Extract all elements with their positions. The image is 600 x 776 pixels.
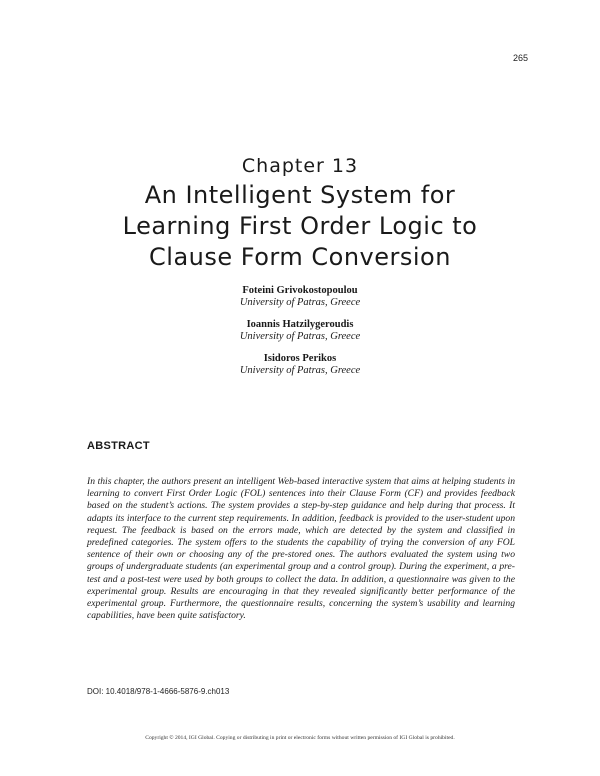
author-name: Ioannis Hatzilygeroudis bbox=[246, 319, 354, 330]
copyright-notice: Copyright © 2014, IGI Global. Copying or distributing in print or electronic forms without written permission of IGI Global is prohibited. bbox=[145, 735, 455, 741]
title-line-3: Clause Form Conversion bbox=[149, 243, 451, 271]
author-block bbox=[0, 285, 600, 309]
author-name: Isidoros Perikos bbox=[263, 353, 337, 364]
chapter-title bbox=[90, 180, 510, 273]
author-affiliation: University of Patras, Greece bbox=[239, 365, 361, 376]
author-affiliation: University of Patras, Greece bbox=[239, 331, 361, 342]
author-block bbox=[0, 319, 600, 343]
abstract-text: In this chapter, the authors present an intelligent Web-based interactive system that aims at helping students in learning to convert First Order Logic (FOL) sentences into their Clause Form (CF) and provides feedback based on the student’s actions. The system provides a step-by-step guidance and help during that process. It adapts its interface to the current step requirements. In addition, feedback is provided to the user-student upon request. The feedback is based on the errors made, which are detected by the system and classified in predefined categories. The system offers to the students the capability of trying the conversion of any FOL sentence of their own or choosing any of the pre-stored ones. The authors evaluated the system using two groups of undergraduate students (an experimental group and a control group). During the experiment, a pre-test and a post-test were used by both groups to collect the data. In addition, a questionnaire was given to the experimental group. Results are encouraging in that they revealed significantly better performance of the experimental group. Furthermore, the questionnaire results, concerning the system’s usability and learning capabilities, have been quite satisfactory. bbox=[87, 476, 515, 622]
title-line-1: An Intelligent System for bbox=[144, 181, 456, 209]
author-affiliation: University of Patras, Greece bbox=[239, 297, 361, 308]
title-line-2: Learning First Order Logic to bbox=[122, 212, 478, 240]
author-block bbox=[0, 353, 600, 377]
author-name: Foteini Grivokostopoulou bbox=[242, 285, 358, 296]
chapter-label: Chapter 13 bbox=[241, 155, 359, 177]
author-list bbox=[0, 285, 600, 387]
abstract-heading: ABSTRACT bbox=[87, 440, 150, 452]
doi-line: DOI: 10.4018/978-1-4666-5876-9.ch013 bbox=[87, 687, 230, 696]
page-number: 265 bbox=[512, 53, 528, 63]
